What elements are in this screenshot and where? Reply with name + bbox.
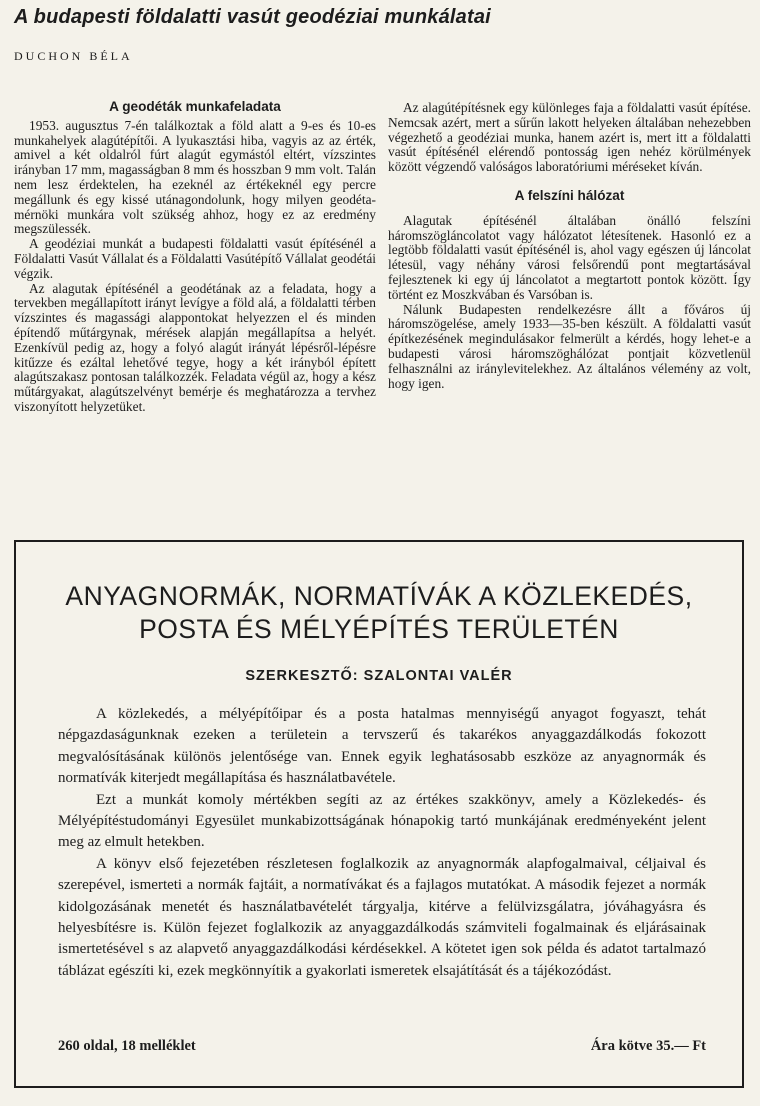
paragraph: 1953. augusztus 7-én találkoztak a föld alatt a 9-es és 10-es munkahelyek alagútépítői. A lyukasztási hiba, vagyis az az érték, amivel a két oldalról fúrt alagút egymástól eltért, vízszintes irányban 17 mm, magasságban 8 mm és hosszban 9 mm volt. Talán nem lesz érdektelen, ha ezeknél az értékeknél egy percre megállunk és egy kissé utánagondolunk, hogy milyen geodéta-mérnöki munkára volt szükség ahhoz, hogy ez az eredmény megszülessék. xyxy=(14,117,376,237)
article-right-column xyxy=(388,101,751,391)
paragraph: Alagutak építésénél általában önálló felszíni háromszögláncolatot vagy hálózatot létesítenek. Hasonló ez a legtöbb földalatti vasút építésénél is, ahol vagy egészen új láncolat létesül, vagy néhány városi felsőrendű pont megtartásával fejlesztenek ki egy új láncolatot a megtartott pontok között. Így történt ez Moszkvában és Varsóban is. xyxy=(388,212,751,302)
ad-body xyxy=(58,704,706,982)
paragraph: A geodéziai munkát a budapesti földalatti vasút építésénél a Földalatti Vasút Vállalat és a Földalatti Vasútépítő Vállalat geodétái végzik. xyxy=(14,236,376,281)
ad-title-line-2: POSTA ÉS MÉLYÉPÍTÉS TERÜLETÉN xyxy=(139,614,619,644)
ad-editor: SZERKESZTŐ: SZALONTAI VALÉR xyxy=(245,668,513,684)
ad-paragraph: A könyv első fejezetében részletesen foglalkozik az anyagnormák alapfogalmaival, céljaival és szerepével, ismerteti a normák fajtáit, a normatívákat és a fajlagos mutatókat. A második fejezet a normák kidolgozásának menetét és használatbavételét tárgyalja, kitérve a felülvizsgálatra, jóváhagyásra és helyesbítésre is. Külön fejezet foglalkozik az anyaggazdálkodás számviteli fogalmainak és eljárásainak ismertetésével s az alapvető anyaggazdálkodási kérdésekkel. A kötetet igen sok példa és adatot tartalmazó táblázat egészíti ki, ezek megkönnyítik a gyakorlati ismeretek elsajátítását és a tájékozódást. xyxy=(58,855,706,979)
article-left-column xyxy=(14,100,376,415)
paragraph: Az alagutak építésénél a geodétának az a feladata, hogy a tervekben megállapított irányt levígye a föld alá, a földalatti térben vízszintes és magassági alappontokat helyezzen el és minden építendő műtárgynak, mérések alapján megállapítsa a helyét. Ezenkívül pedig az, hogy a folyó alagút irányát lépésről-lépésre kitűzze és ezáltal lehetővé tegye, hogy a két irányból épített alagútszakasz pontosan találkozzék. Feladata végül az, hogy a kész műtárgyakat, alagútszelvényt bemérje és meghatározza a tervhez viszonyított helyzetüket. xyxy=(14,280,376,414)
section-heading-geodetak: A geodéták munkafeladata xyxy=(109,99,281,114)
ad-paragraph: Ezt a munkát komoly mértékben segíti az az értékes szakkönyv, amely a Közlekedés- és Mélyépítéstudományi Egyesület munkabizottságának hónapokig tartó munkájának eredményeként jelent meg az elmult hetekben. xyxy=(58,791,706,851)
paragraph: Az alagútépítésnek egy különleges faja a földalatti vasút építése. Nemcsak azért, mert a sűrűn lakott helyeken általában nehezebben végezhető a geodéziai munka, hanem azért is, mert itt a földalatti vasút építésénél elérendő pontosság igen nehéz körülmények között végzendő valóságos laboratóriumi méréseket kíván. xyxy=(388,100,751,175)
ad-page-count: 260 oldal, 18 melléklet xyxy=(58,1038,196,1054)
ad-price: Ára kötve 35.— Ft xyxy=(590,1038,706,1054)
paragraph: Nálunk Budapesten rendelkezésre állt a főváros új háromszögelése, amely 1933—35-ben készült. A földalatti vasút építkezésének megindulásakor felmerült a kérdés, hogy lehet-e a budapesti városi háromszöghálózat pontjait közvetlenül felhasználni az iránylevitelekhez. Az általános vélemény az volt, hogy igen. xyxy=(388,301,751,391)
article-title: A budapesti földalatti vasút geodéziai munkálatai xyxy=(14,6,491,28)
section-heading-felszini-halozat: A felszíni hálózat xyxy=(514,187,625,203)
ad-paragraph: A közlekedés, a mélyépítőipar és a posta hatalmas mennyiségű anyagot fogyaszt, tehát népgazdaságunknak ezeken a területein a tervszerű és takarékos anyaggazdálkodás fokozott megvalósításának különös jelentősége van. Ennek egyik leghatásosabb eszköze az anyagnormák és normatívák kiterjedt megállapítása és használatbavétele. xyxy=(58,706,706,787)
article-author: DUCHON BÉLA xyxy=(14,49,133,63)
ad-title xyxy=(16,580,742,646)
book-advertisement-box xyxy=(14,540,744,1088)
ad-title-line-1: ANYAGNORMÁK, NORMATÍVÁK A KÖZLEKEDÉS, xyxy=(65,581,693,611)
